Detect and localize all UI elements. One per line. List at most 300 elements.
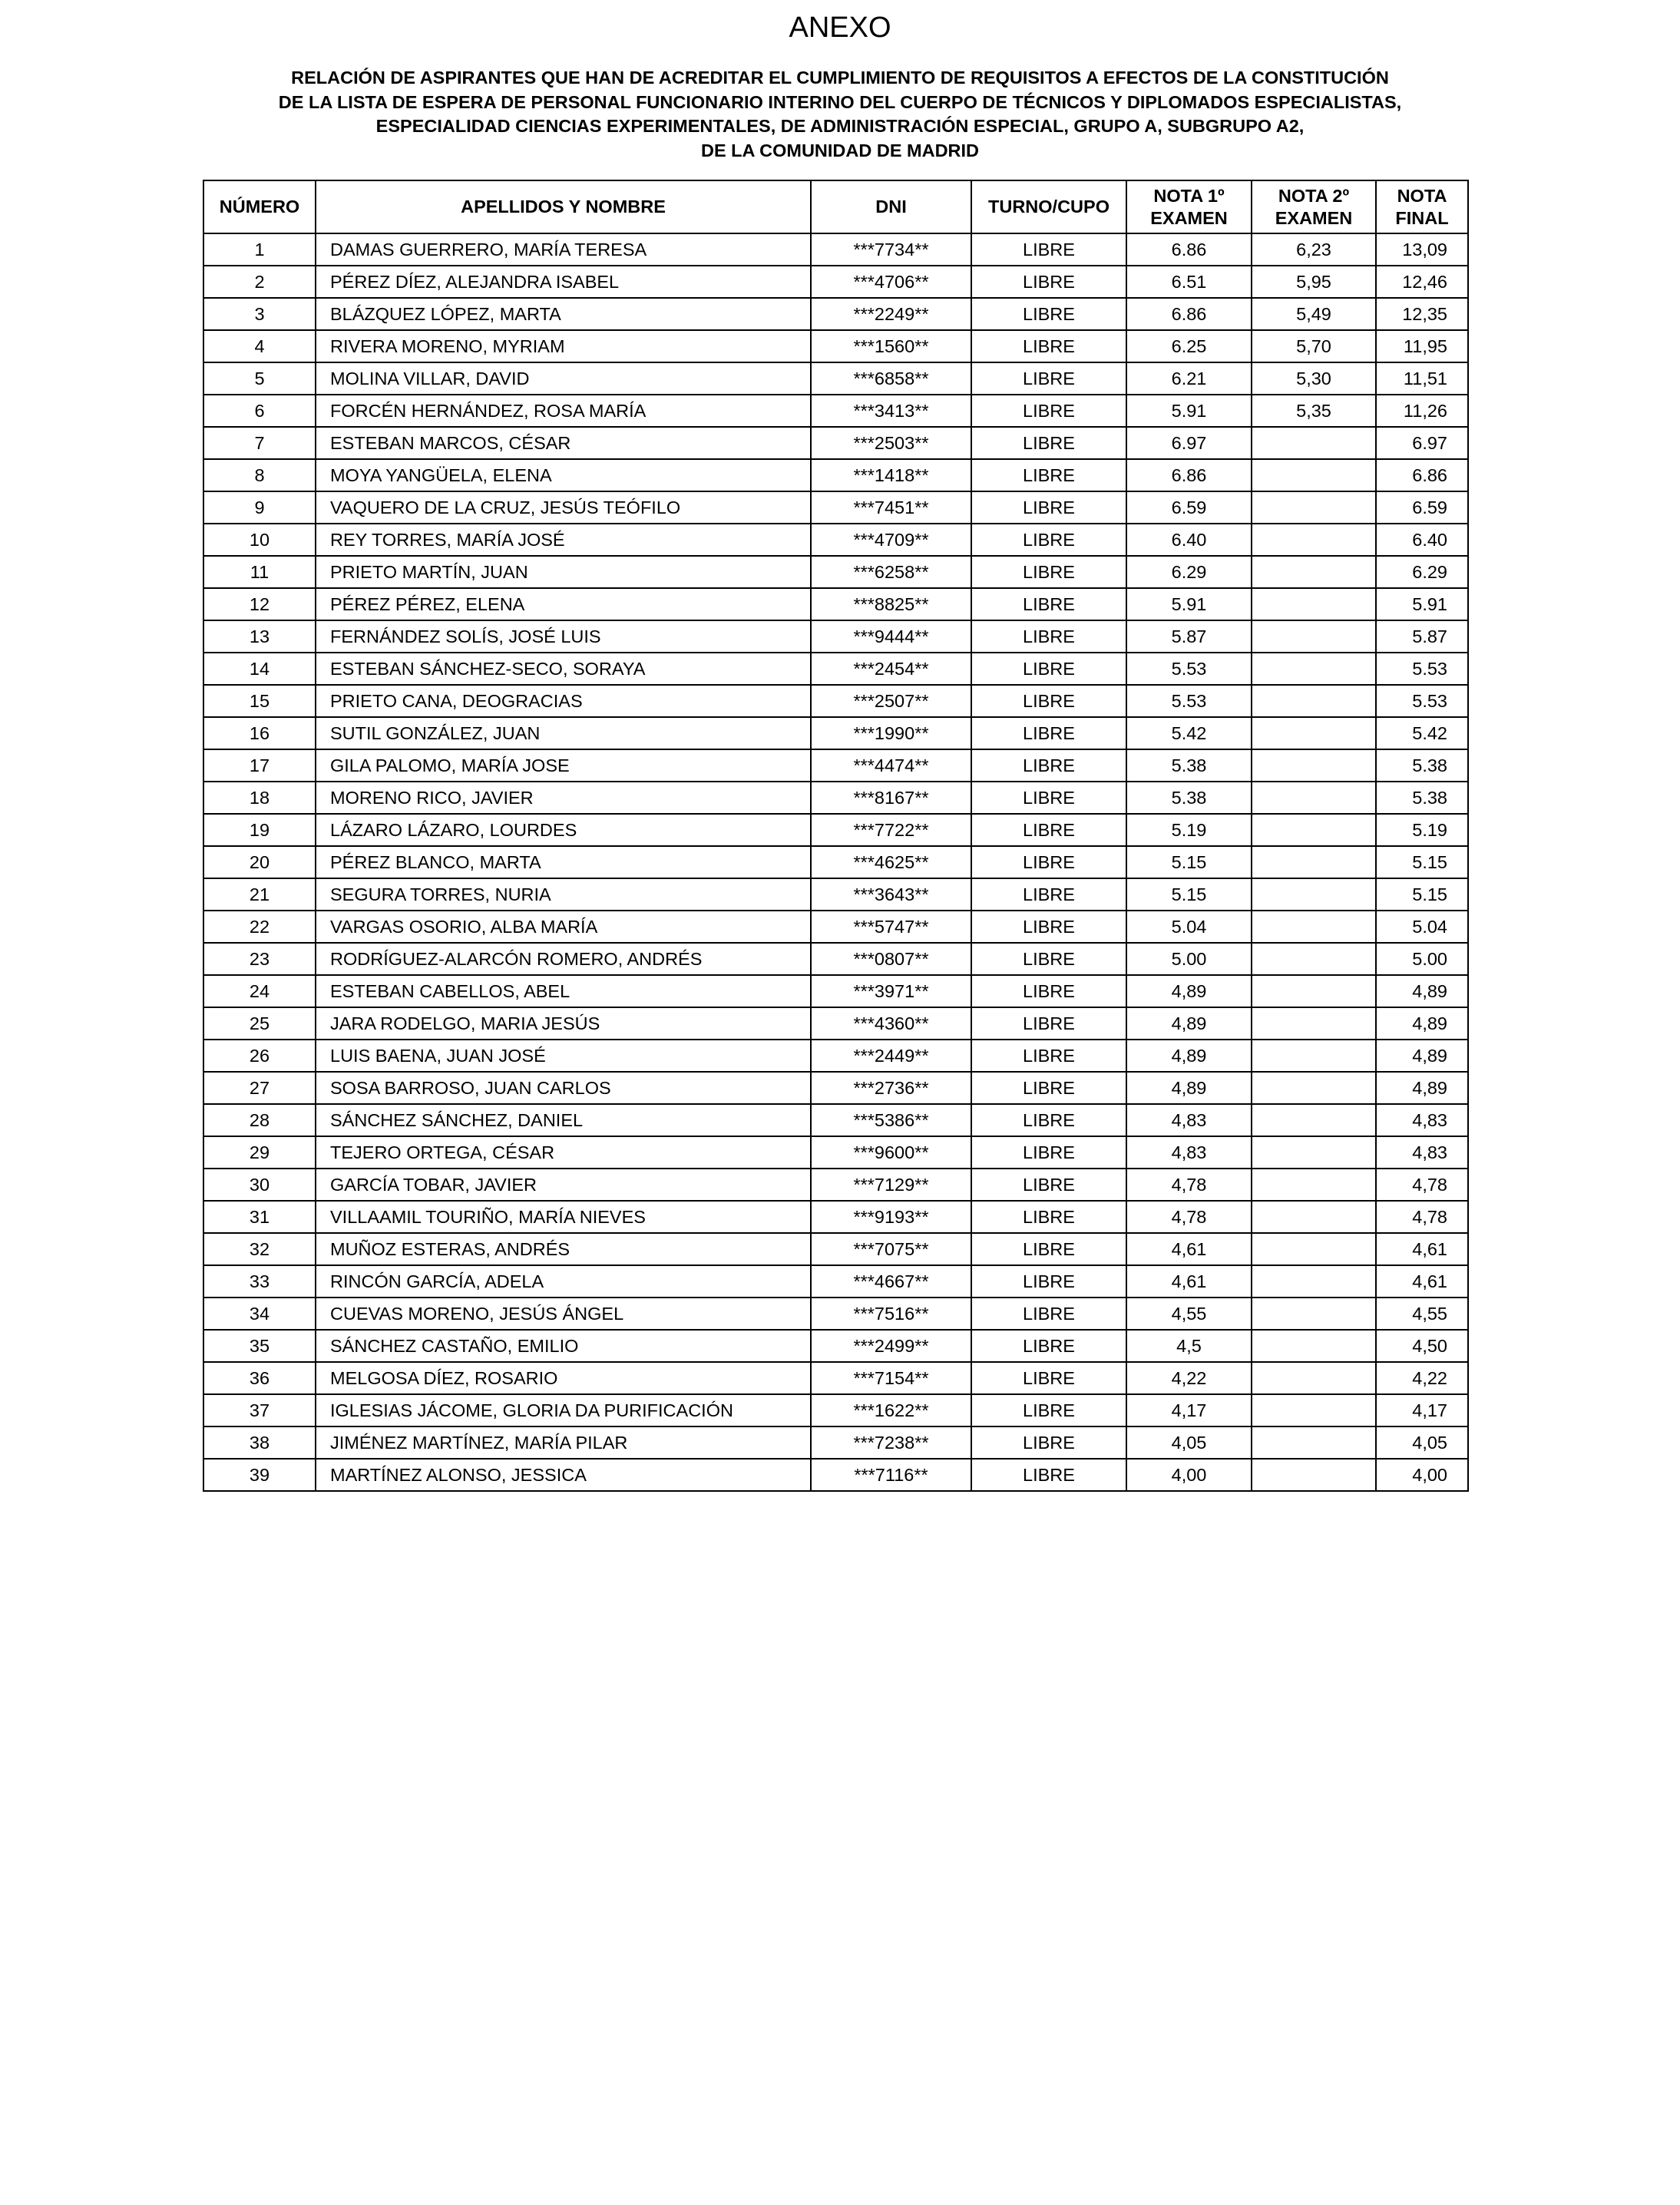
table-row	[203, 330, 1468, 362]
table-row	[203, 1007, 1468, 1040]
table-row	[203, 556, 1468, 588]
cell-turno: LIBRE	[971, 911, 1126, 943]
cell-dni: ***6258**	[811, 556, 971, 588]
cell-turno: LIBRE	[971, 1265, 1126, 1298]
table-row	[203, 749, 1468, 782]
cell-turno: LIBRE	[971, 266, 1126, 298]
cell-final: 4,83	[1376, 1104, 1468, 1136]
cell-final: 5.15	[1376, 846, 1468, 878]
cell-turno: LIBRE	[971, 1459, 1126, 1491]
cell-numero: 27	[203, 1072, 316, 1104]
cell-dni: ***6858**	[811, 362, 971, 395]
cell-dni: ***1560**	[811, 330, 971, 362]
table-row	[203, 878, 1468, 911]
cell-nota2	[1252, 717, 1376, 749]
cell-numero: 19	[203, 814, 316, 846]
cell-dni: ***7722**	[811, 814, 971, 846]
table-body	[203, 233, 1468, 1491]
cell-turno: LIBRE	[971, 362, 1126, 395]
cell-nota2	[1252, 878, 1376, 911]
heading-line: RELACIÓN DE ASPIRANTES QUE HAN DE ACREDITAR EL CUMPLIMIENTO DE REQUISITOS A EFECTOS DE LA CONSTITUCIÓN	[291, 68, 1389, 88]
cell-final: 11,51	[1376, 362, 1468, 395]
cell-nota1: 6.86	[1126, 233, 1252, 266]
cell-nombre: RINCÓN GARCÍA, ADELA	[316, 1265, 811, 1298]
cell-turno: LIBRE	[971, 620, 1126, 653]
cell-final: 4,89	[1376, 1007, 1468, 1040]
cell-dni: ***0807**	[811, 943, 971, 975]
cell-nota2	[1252, 1426, 1376, 1459]
cell-numero: 13	[203, 620, 316, 653]
cell-final: 6.97	[1376, 427, 1468, 459]
cell-nota1: 5.87	[1126, 620, 1252, 653]
cell-nota1: 6.86	[1126, 459, 1252, 491]
heading-line: DE LA LISTA DE ESPERA DE PERSONAL FUNCIONARIO INTERINO DEL CUERPO DE TÉCNICOS Y DIPLOMADOS ESPECIALISTAS,	[278, 91, 1402, 112]
cell-dni: ***7075**	[811, 1233, 971, 1265]
cell-nombre: VARGAS OSORIO, ALBA MARÍA	[316, 911, 811, 943]
cell-nombre: IGLESIAS JÁCOME, GLORIA DA PURIFICACIÓN	[316, 1394, 811, 1426]
cell-nombre: SÁNCHEZ CASTAÑO, EMILIO	[316, 1330, 811, 1362]
cell-nombre: PRIETO MARTÍN, JUAN	[316, 556, 811, 588]
column-header-nombre: APELLIDOS Y NOMBRE	[316, 180, 811, 233]
cell-nota2	[1252, 427, 1376, 459]
cell-nombre: PÉREZ DÍEZ, ALEJANDRA ISABEL	[316, 266, 811, 298]
cell-numero: 30	[203, 1169, 316, 1201]
cell-dni: ***1622**	[811, 1394, 971, 1426]
cell-final: 12,46	[1376, 266, 1468, 298]
cell-numero: 12	[203, 588, 316, 620]
cell-dni: ***7116**	[811, 1459, 971, 1491]
cell-nombre: VILLAAMIL TOURIÑO, MARÍA NIEVES	[316, 1201, 811, 1233]
cell-nota1: 6.25	[1126, 330, 1252, 362]
cell-final: 4,89	[1376, 1040, 1468, 1072]
cell-nota2: 5,35	[1252, 395, 1376, 427]
cell-final: 4,61	[1376, 1265, 1468, 1298]
cell-dni: ***7516**	[811, 1298, 971, 1330]
cell-final: 4,00	[1376, 1459, 1468, 1491]
cell-nota1: 4,83	[1126, 1104, 1252, 1136]
cell-numero: 2	[203, 266, 316, 298]
cell-turno: LIBRE	[971, 233, 1126, 266]
cell-nombre: MUÑOZ ESTERAS, ANDRÉS	[316, 1233, 811, 1265]
cell-numero: 34	[203, 1298, 316, 1330]
cell-turno: LIBRE	[971, 298, 1126, 330]
cell-final: 6.86	[1376, 459, 1468, 491]
cell-nota2	[1252, 1298, 1376, 1330]
cell-nota1: 5.53	[1126, 653, 1252, 685]
cell-dni: ***3413**	[811, 395, 971, 427]
cell-nota2: 5,70	[1252, 330, 1376, 362]
cell-numero: 16	[203, 717, 316, 749]
cell-turno: LIBRE	[971, 330, 1126, 362]
table-row	[203, 717, 1468, 749]
cell-nota1: 6.97	[1126, 427, 1252, 459]
cell-nombre: FERNÁNDEZ SOLÍS, JOSÉ LUIS	[316, 620, 811, 653]
cell-final: 5.38	[1376, 749, 1468, 782]
table-row	[203, 1426, 1468, 1459]
cell-nota2	[1252, 1362, 1376, 1394]
table-row	[203, 1362, 1468, 1394]
cell-numero: 38	[203, 1426, 316, 1459]
cell-numero: 1	[203, 233, 316, 266]
cell-nota2	[1252, 1459, 1376, 1491]
cell-dni: ***9600**	[811, 1136, 971, 1169]
cell-numero: 4	[203, 330, 316, 362]
cell-nota1: 5.91	[1126, 395, 1252, 427]
cell-numero: 28	[203, 1104, 316, 1136]
cell-dni: ***2449**	[811, 1040, 971, 1072]
cell-turno: LIBRE	[971, 524, 1126, 556]
cell-numero: 37	[203, 1394, 316, 1426]
table-row	[203, 588, 1468, 620]
cell-nota1: 6.40	[1126, 524, 1252, 556]
cell-nota1: 4,22	[1126, 1362, 1252, 1394]
cell-final: 5.19	[1376, 814, 1468, 846]
cell-dni: ***5747**	[811, 911, 971, 943]
cell-nombre: GILA PALOMO, MARÍA JOSE	[316, 749, 811, 782]
cell-dni: ***4360**	[811, 1007, 971, 1040]
table-row	[203, 491, 1468, 524]
cell-nota1: 4,17	[1126, 1394, 1252, 1426]
cell-nota1: 5.53	[1126, 685, 1252, 717]
cell-numero: 10	[203, 524, 316, 556]
cell-final: 4,78	[1376, 1169, 1468, 1201]
cell-dni: ***3971**	[811, 975, 971, 1007]
cell-nota2	[1252, 749, 1376, 782]
cell-final: 4,22	[1376, 1362, 1468, 1394]
table-row	[203, 685, 1468, 717]
cell-nota1: 4,55	[1126, 1298, 1252, 1330]
table-row	[203, 1298, 1468, 1330]
cell-nota1: 6.86	[1126, 298, 1252, 330]
cell-dni: ***9444**	[811, 620, 971, 653]
table-row	[203, 846, 1468, 878]
cell-numero: 15	[203, 685, 316, 717]
column-header-final-line2: FINAL	[1395, 207, 1449, 228]
cell-dni: ***5386**	[811, 1104, 971, 1136]
cell-turno: LIBRE	[971, 459, 1126, 491]
cell-nota2	[1252, 588, 1376, 620]
table-row	[203, 427, 1468, 459]
table-row	[203, 975, 1468, 1007]
cell-turno: LIBRE	[971, 1298, 1126, 1330]
cell-turno: LIBRE	[971, 556, 1126, 588]
cell-dni: ***2503**	[811, 427, 971, 459]
cell-nota1: 4,78	[1126, 1169, 1252, 1201]
cell-nota1: 4,89	[1126, 1072, 1252, 1104]
cell-final: 4,55	[1376, 1298, 1468, 1330]
column-header-final	[1376, 180, 1468, 233]
cell-numero: 21	[203, 878, 316, 911]
cell-numero: 23	[203, 943, 316, 975]
cell-nota1: 5.42	[1126, 717, 1252, 749]
cell-turno: LIBRE	[971, 395, 1126, 427]
table-row	[203, 1104, 1468, 1136]
cell-nota1: 5.04	[1126, 911, 1252, 943]
heading-line: DE LA COMUNIDAD DE MADRID	[700, 140, 980, 160]
cell-numero: 7	[203, 427, 316, 459]
cell-final: 5.00	[1376, 943, 1468, 975]
cell-numero: 31	[203, 1201, 316, 1233]
cell-dni: ***4625**	[811, 846, 971, 878]
column-header-nota2-line1: NOTA 2º	[1278, 185, 1350, 206]
heading-line: ESPECIALIDAD CIENCIAS EXPERIMENTALES, DE ADMINISTRACIÓN ESPECIAL, GRUPO A, SUBGRUPO A2,	[375, 116, 1305, 136]
cell-numero: 29	[203, 1136, 316, 1169]
cell-dni: ***2507**	[811, 685, 971, 717]
cell-nota2	[1252, 1007, 1376, 1040]
page-title: ANEXO	[789, 12, 891, 44]
cell-turno: LIBRE	[971, 685, 1126, 717]
table-header-row	[203, 180, 1468, 233]
cell-nota2	[1252, 911, 1376, 943]
cell-nombre: MARTÍNEZ ALONSO, JESSICA	[316, 1459, 811, 1491]
cell-nota2	[1252, 975, 1376, 1007]
cell-nota1: 4,5	[1126, 1330, 1252, 1362]
cell-nombre: ESTEBAN MARCOS, CÉSAR	[316, 427, 811, 459]
cell-nota1: 4,89	[1126, 1040, 1252, 1072]
cell-final: 11,26	[1376, 395, 1468, 427]
cell-turno: LIBRE	[971, 814, 1126, 846]
table-row	[203, 943, 1468, 975]
cell-nota2	[1252, 1233, 1376, 1265]
cell-nota2	[1252, 1104, 1376, 1136]
column-header-final-line1: NOTA	[1397, 185, 1447, 206]
cell-nota2: 5,49	[1252, 298, 1376, 330]
cell-turno: LIBRE	[971, 717, 1126, 749]
cell-nombre: MELGOSA DÍEZ, ROSARIO	[316, 1362, 811, 1394]
cell-nota2	[1252, 782, 1376, 814]
column-header-turno: TURNO/CUPO	[971, 180, 1126, 233]
cell-final: 11,95	[1376, 330, 1468, 362]
cell-final: 5.38	[1376, 782, 1468, 814]
table-row	[203, 1072, 1468, 1104]
cell-nota2	[1252, 1072, 1376, 1104]
cell-final: 6.59	[1376, 491, 1468, 524]
cell-nombre: JIMÉNEZ MARTÍNEZ, MARÍA PILAR	[316, 1426, 811, 1459]
cell-dni: ***1990**	[811, 717, 971, 749]
table-row	[203, 911, 1468, 943]
cell-final: 4,61	[1376, 1233, 1468, 1265]
cell-nota2	[1252, 1040, 1376, 1072]
cell-nota1: 4,61	[1126, 1265, 1252, 1298]
cell-numero: 17	[203, 749, 316, 782]
cell-numero: 8	[203, 459, 316, 491]
cell-dni: ***4706**	[811, 266, 971, 298]
cell-numero: 11	[203, 556, 316, 588]
cell-final: 6.40	[1376, 524, 1468, 556]
cell-numero: 39	[203, 1459, 316, 1491]
cell-numero: 35	[203, 1330, 316, 1362]
cell-nombre: DAMAS GUERRERO, MARÍA TERESA	[316, 233, 811, 266]
cell-nombre: SOSA BARROSO, JUAN CARLOS	[316, 1072, 811, 1104]
cell-nombre: PÉREZ PÉREZ, ELENA	[316, 588, 811, 620]
cell-turno: LIBRE	[971, 1362, 1126, 1394]
cell-dni: ***2454**	[811, 653, 971, 685]
cell-numero: 14	[203, 653, 316, 685]
cell-dni: ***7734**	[811, 233, 971, 266]
cell-nota2: 5,30	[1252, 362, 1376, 395]
cell-nota1: 6.51	[1126, 266, 1252, 298]
cell-numero: 18	[203, 782, 316, 814]
table-row	[203, 620, 1468, 653]
column-header-nota1	[1126, 180, 1252, 233]
cell-nota2	[1252, 1169, 1376, 1201]
column-header-numero: NÚMERO	[203, 180, 316, 233]
cell-dni: ***7238**	[811, 1426, 971, 1459]
cell-dni: ***4667**	[811, 1265, 971, 1298]
cell-final: 4,05	[1376, 1426, 1468, 1459]
cell-dni: ***2736**	[811, 1072, 971, 1104]
table-row	[203, 362, 1468, 395]
cell-nombre: BLÁZQUEZ LÓPEZ, MARTA	[316, 298, 811, 330]
cell-nota1: 6.21	[1126, 362, 1252, 395]
column-header-nota2	[1252, 180, 1376, 233]
cell-nota2	[1252, 1394, 1376, 1426]
cell-turno: LIBRE	[971, 1233, 1126, 1265]
cell-nombre: MOYA YANGÜELA, ELENA	[316, 459, 811, 491]
cell-dni: ***2249**	[811, 298, 971, 330]
cell-final: 5.15	[1376, 878, 1468, 911]
cell-nota2	[1252, 556, 1376, 588]
cell-numero: 24	[203, 975, 316, 1007]
cell-final: 5.04	[1376, 911, 1468, 943]
cell-nota1: 4,89	[1126, 975, 1252, 1007]
cell-turno: LIBRE	[971, 1072, 1126, 1104]
cell-final: 5.42	[1376, 717, 1468, 749]
cell-turno: LIBRE	[971, 1169, 1126, 1201]
cell-final: 6.29	[1376, 556, 1468, 588]
table-row	[203, 1330, 1468, 1362]
cell-final: 4,89	[1376, 975, 1468, 1007]
table-row	[203, 1201, 1468, 1233]
cell-dni: ***8825**	[811, 588, 971, 620]
cell-numero: 33	[203, 1265, 316, 1298]
cell-nota2: 6,23	[1252, 233, 1376, 266]
cell-nota2	[1252, 1265, 1376, 1298]
cell-numero: 32	[203, 1233, 316, 1265]
cell-nota2	[1252, 653, 1376, 685]
cell-nombre: PRIETO CANA, DEOGRACIAS	[316, 685, 811, 717]
cell-nota2	[1252, 1330, 1376, 1362]
table-row	[203, 524, 1468, 556]
cell-numero: 6	[203, 395, 316, 427]
cell-nota1: 5.19	[1126, 814, 1252, 846]
cell-nombre: MOLINA VILLAR, DAVID	[316, 362, 811, 395]
cell-nota1: 6.59	[1126, 491, 1252, 524]
cell-turno: LIBRE	[971, 653, 1126, 685]
cell-numero: 3	[203, 298, 316, 330]
cell-dni: ***2499**	[811, 1330, 971, 1362]
table-row	[203, 395, 1468, 427]
table-row	[203, 814, 1468, 846]
cell-numero: 36	[203, 1362, 316, 1394]
cell-nota2	[1252, 524, 1376, 556]
cell-nombre: VAQUERO DE LA CRUZ, JESÚS TEÓFILO	[316, 491, 811, 524]
cell-nombre: REY TORRES, MARÍA JOSÉ	[316, 524, 811, 556]
cell-final: 5.53	[1376, 653, 1468, 685]
cell-nombre: ESTEBAN CABELLOS, ABEL	[316, 975, 811, 1007]
cell-nombre: JARA RODELGO, MARIA JESÚS	[316, 1007, 811, 1040]
cell-nota2	[1252, 846, 1376, 878]
cell-nombre: CUEVAS MORENO, JESÚS ÁNGEL	[316, 1298, 811, 1330]
cell-numero: 25	[203, 1007, 316, 1040]
cell-nombre: PÉREZ BLANCO, MARTA	[316, 846, 811, 878]
cell-dni: ***8167**	[811, 782, 971, 814]
cell-final: 5.53	[1376, 685, 1468, 717]
cell-turno: LIBRE	[971, 1136, 1126, 1169]
cell-dni: ***7451**	[811, 491, 971, 524]
table-row	[203, 266, 1468, 298]
cell-turno: LIBRE	[971, 1201, 1126, 1233]
cell-turno: LIBRE	[971, 782, 1126, 814]
cell-dni: ***4474**	[811, 749, 971, 782]
cell-nombre: RIVERA MORENO, MYRIAM	[316, 330, 811, 362]
cell-turno: LIBRE	[971, 1104, 1126, 1136]
cell-nombre: LUIS BAENA, JUAN JOSÉ	[316, 1040, 811, 1072]
cell-dni: ***9193**	[811, 1201, 971, 1233]
cell-dni: ***1418**	[811, 459, 971, 491]
table-row	[203, 298, 1468, 330]
cell-final: 5.91	[1376, 588, 1468, 620]
cell-nota1: 4,83	[1126, 1136, 1252, 1169]
cell-nota1: 5.91	[1126, 588, 1252, 620]
cell-nota1: 4,05	[1126, 1426, 1252, 1459]
cell-nota1: 6.29	[1126, 556, 1252, 588]
cell-dni: ***7129**	[811, 1169, 971, 1201]
cell-final: 4,50	[1376, 1330, 1468, 1362]
cell-nota1: 5.15	[1126, 846, 1252, 878]
cell-turno: LIBRE	[971, 491, 1126, 524]
cell-nombre: RODRÍGUEZ-ALARCÓN ROMERO, ANDRÉS	[316, 943, 811, 975]
cell-final: 4,17	[1376, 1394, 1468, 1426]
table-row	[203, 782, 1468, 814]
cell-nombre: TEJERO ORTEGA, CÉSAR	[316, 1136, 811, 1169]
cell-nombre: SEGURA TORRES, NURIA	[316, 878, 811, 911]
cell-nombre: SÁNCHEZ SÁNCHEZ, DANIEL	[316, 1104, 811, 1136]
document-heading	[154, 66, 1526, 163]
cell-turno: LIBRE	[971, 846, 1126, 878]
table-row	[203, 1394, 1468, 1426]
cell-nombre: SUTIL GONZÁLEZ, JUAN	[316, 717, 811, 749]
cell-turno: LIBRE	[971, 427, 1126, 459]
cell-nota1: 4,61	[1126, 1233, 1252, 1265]
cell-dni: ***7154**	[811, 1362, 971, 1394]
cell-numero: 20	[203, 846, 316, 878]
cell-nombre: GARCÍA TOBAR, JAVIER	[316, 1169, 811, 1201]
cell-numero: 26	[203, 1040, 316, 1072]
column-header-dni: DNI	[811, 180, 971, 233]
cell-final: 4,89	[1376, 1072, 1468, 1104]
cell-nota1: 5.38	[1126, 782, 1252, 814]
cell-final: 4,78	[1376, 1201, 1468, 1233]
cell-nota2	[1252, 459, 1376, 491]
cell-final: 12,35	[1376, 298, 1468, 330]
cell-nombre: LÁZARO LÁZARO, LOURDES	[316, 814, 811, 846]
cell-turno: LIBRE	[971, 878, 1126, 911]
cell-nombre: FORCÉN HERNÁNDEZ, ROSA MARÍA	[316, 395, 811, 427]
cell-nota2	[1252, 620, 1376, 653]
cell-turno: LIBRE	[971, 1394, 1126, 1426]
table-row	[203, 1459, 1468, 1491]
cell-numero: 5	[203, 362, 316, 395]
column-header-nota1-line1: NOTA 1º	[1153, 185, 1225, 206]
cell-nota1: 5.38	[1126, 749, 1252, 782]
cell-nota2: 5,95	[1252, 266, 1376, 298]
cell-nombre: ESTEBAN SÁNCHEZ-SECO, SORAYA	[316, 653, 811, 685]
cell-turno: LIBRE	[971, 1330, 1126, 1362]
cell-dni: ***3643**	[811, 878, 971, 911]
cell-final: 4,83	[1376, 1136, 1468, 1169]
cell-nombre: MORENO RICO, JAVIER	[316, 782, 811, 814]
